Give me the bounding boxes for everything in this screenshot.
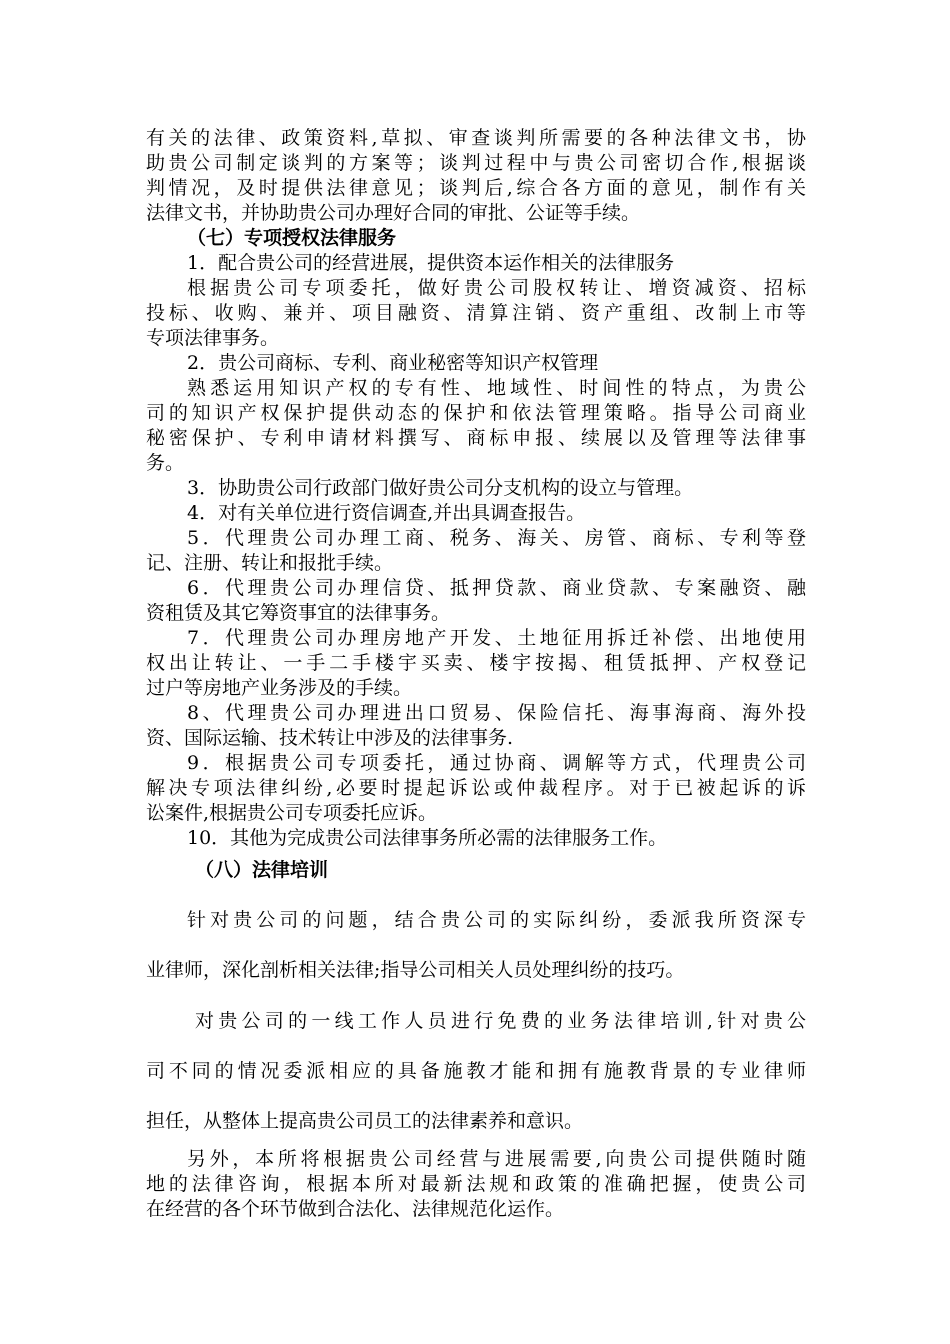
body-text-line: 司的知识产权保护提供动态的保护和依法管理策略。指导公司商业 <box>146 402 806 424</box>
body-text-line: 判情况，及时提供法律意见；谈判后,综合各方面的意见，制作有关 <box>146 177 806 199</box>
body-text-line: 投标、收购、兼并、项目融资、清算注销、资产重组、改制上市等 <box>146 302 806 324</box>
list-item: 7．代理贵公司办理房地产开发、土地征用拆迁补偿、出地使用 <box>187 627 806 649</box>
list-item: 5．代理贵公司办理工商、税务、海关、房管、商标、专利等登 <box>187 527 806 549</box>
body-text-line: 针对贵公司的问题，结合贵公司的实际纠纷，委派我所资深专 <box>187 909 806 931</box>
list-item: 10．其他为完成贵公司法律事务所必需的法律服务工作。 <box>187 827 668 849</box>
list-item: 9．根据贵公司专项委托，通过协商、调解等方式，代理贵公司 <box>187 752 806 774</box>
list-item-continuation: 讼案件,根据贵公司专项委托应诉。 <box>146 802 438 824</box>
body-text-line: 地的法律咨询，根据本所对最新法规和政策的准确把握，使贵公司 <box>146 1173 806 1195</box>
body-text-line: 在经营的各个环节做到合法化、法律规范化运作。 <box>146 1198 565 1220</box>
list-item-continuation: 记、注册、转让和报批手续。 <box>146 552 394 574</box>
body-text-line: 另外，本所将根据贵公司经营与进展需要,向贵公司提供随时随 <box>187 1148 806 1170</box>
body-text-line: 熟悉运用知识产权的专有性、地域性、时间性的特点，为贵公 <box>187 377 806 399</box>
list-item-continuation: 资租赁及其它筹资事宜的法律事务。 <box>146 602 451 624</box>
list-item-title: 2．贵公司商标、专利、商业秘密等知识产权管理 <box>187 352 599 374</box>
body-text-line: 务。 <box>146 452 185 474</box>
body-text-line: 根据贵公司专项委托，做好贵公司股权转让、增资减资、招标 <box>187 277 806 299</box>
list-item: 6．代理贵公司办理信贷、抵押贷款、商业贷款、专案融资、融 <box>187 577 806 599</box>
list-item-continuation: 过户等房地产业务涉及的手续。 <box>146 677 413 699</box>
list-item: 4．对有关单位进行资信调查,并出具调查报告。 <box>187 502 586 524</box>
body-text-line: 助贵公司制定谈判的方案等；谈判过程中与贵公司密切合作,根据谈 <box>146 152 806 174</box>
list-item: 8、代理贵公司办理进出口贸易、保险信托、海事海商、海外投 <box>187 702 806 724</box>
body-text-line: 秘密保护、专利申请材料撰写、商标申报、续展以及管理等法律事 <box>146 427 806 449</box>
list-item-continuation: 解决专项法律纠纷,必要时提起诉讼或仲裁程序。对于已被起诉的诉 <box>146 777 806 799</box>
body-text-line: 业律师，深化剖析相关法律;指导公司相关人员处理纠纷的技巧。 <box>146 959 685 981</box>
list-item-continuation: 资、国际运输、技术转让中涉及的法律事务. <box>146 727 514 749</box>
body-text-line: 法律文书，并协助贵公司办理好合同的审批、公证等手续。 <box>146 202 641 224</box>
list-item-title: 1．配合贵公司的经营进展，提供资本运作相关的法律服务 <box>187 252 675 274</box>
section-heading: （八）法律培训 <box>195 859 329 881</box>
body-text-line: 担任，从整体上提高贵公司员工的法律素养和意识。 <box>146 1110 584 1132</box>
body-text-line: 对贵公司的一线工作人员进行免费的业务法律培训,针对贵公 <box>195 1010 806 1032</box>
list-item-continuation: 权出让转让、一手二手楼宇买卖、楼宇按揭、租赁抵押、产权登记 <box>146 652 806 674</box>
section-heading: （七）专项授权法律服务 <box>187 227 397 249</box>
body-text-line: 司不同的情况委派相应的具备施教才能和拥有施教背景的专业律师 <box>146 1060 806 1082</box>
body-text-line: 有关的法律、政策资料,草拟、审查谈判所需要的各种法律文书，协 <box>146 127 806 149</box>
list-item: 3．协助贵公司行政部门做好贵公司分支机构的设立与管理。 <box>187 477 694 499</box>
body-text-line: 专项法律事务。 <box>146 327 280 349</box>
